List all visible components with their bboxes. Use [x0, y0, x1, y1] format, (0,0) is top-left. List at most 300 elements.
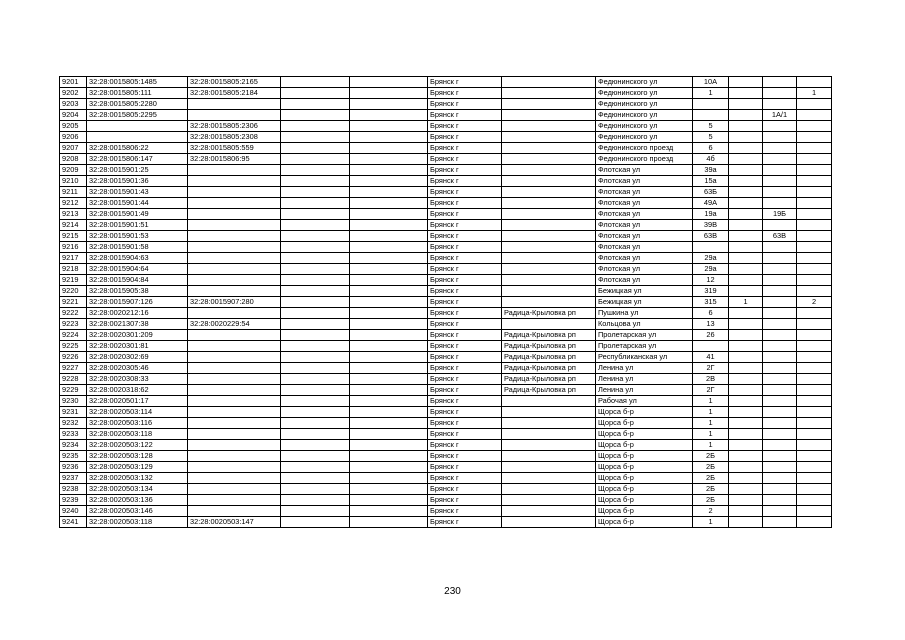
apartment-cell [797, 484, 832, 495]
empty-cell-a [281, 440, 350, 451]
structure-cell [763, 77, 797, 88]
house-number-cell: 2В [693, 374, 729, 385]
related-cadastral-number-cell [188, 374, 281, 385]
building-cell [729, 143, 763, 154]
row-number-cell: 9212 [60, 198, 87, 209]
settlement-cell [502, 451, 596, 462]
apartment-cell [797, 176, 832, 187]
cadastral-number-cell: 32:28:0020503:129 [87, 462, 188, 473]
empty-cell-b [350, 308, 428, 319]
street-cell: Флотская ул [596, 165, 693, 176]
structure-cell [763, 121, 797, 132]
cadastral-number-cell: 32:28:0015904:84 [87, 275, 188, 286]
row-number-cell: 9230 [60, 396, 87, 407]
building-cell [729, 517, 763, 528]
building-cell [729, 341, 763, 352]
settlement-cell [502, 407, 596, 418]
empty-cell-a [281, 110, 350, 121]
related-cadastral-number-cell: 32:28:0015907:280 [188, 297, 281, 308]
empty-cell-a [281, 396, 350, 407]
related-cadastral-number-cell [188, 198, 281, 209]
related-cadastral-number-cell: 32:28:0015805:2308 [188, 132, 281, 143]
street-cell: Пушкина ул [596, 308, 693, 319]
apartment-cell [797, 154, 832, 165]
city-cell: Брянск г [428, 154, 502, 165]
building-cell [729, 286, 763, 297]
street-cell: Федюнинского ул [596, 99, 693, 110]
building-cell [729, 495, 763, 506]
empty-cell-b [350, 396, 428, 407]
empty-cell-a [281, 363, 350, 374]
building-cell [729, 275, 763, 286]
city-cell: Брянск г [428, 286, 502, 297]
empty-cell-b [350, 231, 428, 242]
table-row [60, 297, 832, 308]
row-number-cell: 9202 [60, 88, 87, 99]
cadastral-number-cell: 32:28:0020503:134 [87, 484, 188, 495]
row-number-cell: 9237 [60, 473, 87, 484]
structure-cell [763, 165, 797, 176]
city-cell: Брянск г [428, 506, 502, 517]
settlement-cell: Радица-Крыловка рп [502, 341, 596, 352]
city-cell: Брянск г [428, 319, 502, 330]
apartment-cell [797, 451, 832, 462]
house-number-cell: 2Б [693, 451, 729, 462]
apartment-cell [797, 253, 832, 264]
street-cell: Флотская ул [596, 198, 693, 209]
cadastral-number-cell: 32:28:0015907:126 [87, 297, 188, 308]
house-number-cell: 5 [693, 132, 729, 143]
empty-cell-a [281, 132, 350, 143]
table-row [60, 374, 832, 385]
related-cadastral-number-cell [188, 286, 281, 297]
empty-cell-b [350, 484, 428, 495]
settlement-cell [502, 121, 596, 132]
house-number-cell: 39В [693, 220, 729, 231]
empty-cell-b [350, 209, 428, 220]
empty-cell-a [281, 121, 350, 132]
building-cell [729, 308, 763, 319]
cadastral-number-cell: 32:28:0015805:1485 [87, 77, 188, 88]
empty-cell-b [350, 495, 428, 506]
registry-table-body [60, 77, 832, 528]
structure-cell [763, 143, 797, 154]
street-cell: Щорса б-р [596, 495, 693, 506]
street-cell: Кольцова ул [596, 319, 693, 330]
empty-cell-a [281, 242, 350, 253]
building-cell [729, 187, 763, 198]
settlement-cell [502, 297, 596, 308]
row-number-cell: 9218 [60, 264, 87, 275]
city-cell: Брянск г [428, 264, 502, 275]
table-row [60, 341, 832, 352]
cadastral-number-cell: 32:28:0020212:16 [87, 308, 188, 319]
empty-cell-a [281, 308, 350, 319]
structure-cell: 19Б [763, 209, 797, 220]
table-row [60, 451, 832, 462]
structure-cell [763, 330, 797, 341]
related-cadastral-number-cell [188, 352, 281, 363]
structure-cell [763, 297, 797, 308]
settlement-cell [502, 220, 596, 231]
table-row [60, 319, 832, 330]
empty-cell-a [281, 319, 350, 330]
house-number-cell: 6 [693, 308, 729, 319]
empty-cell-b [350, 429, 428, 440]
building-cell [729, 242, 763, 253]
street-cell: Флотская ул [596, 275, 693, 286]
settlement-cell [502, 88, 596, 99]
empty-cell-a [281, 418, 350, 429]
settlement-cell: Радица-Крыловка рп [502, 352, 596, 363]
apartment-cell [797, 165, 832, 176]
related-cadastral-number-cell: 32:28:0015805:559 [188, 143, 281, 154]
empty-cell-b [350, 264, 428, 275]
row-number-cell: 9233 [60, 429, 87, 440]
cadastral-number-cell: 32:28:0015806:147 [87, 154, 188, 165]
row-number-cell: 9213 [60, 209, 87, 220]
row-number-cell: 9219 [60, 275, 87, 286]
street-cell: Федюнинского проезд [596, 143, 693, 154]
empty-cell-a [281, 165, 350, 176]
street-cell: Флотская ул [596, 242, 693, 253]
apartment-cell [797, 429, 832, 440]
building-cell [729, 352, 763, 363]
building-cell [729, 77, 763, 88]
empty-cell-b [350, 341, 428, 352]
empty-cell-a [281, 187, 350, 198]
empty-cell-b [350, 77, 428, 88]
settlement-cell [502, 484, 596, 495]
city-cell: Брянск г [428, 110, 502, 121]
settlement-cell [502, 495, 596, 506]
street-cell: Щорса б-р [596, 451, 693, 462]
building-cell [729, 407, 763, 418]
related-cadastral-number-cell [188, 495, 281, 506]
building-cell [729, 121, 763, 132]
street-cell: Федюнинского ул [596, 77, 693, 88]
table-row [60, 99, 832, 110]
empty-cell-b [350, 121, 428, 132]
house-number-cell: 1 [693, 407, 729, 418]
city-cell: Брянск г [428, 99, 502, 110]
structure-cell [763, 198, 797, 209]
city-cell: Брянск г [428, 242, 502, 253]
apartment-cell [797, 132, 832, 143]
related-cadastral-number-cell [188, 462, 281, 473]
city-cell: Брянск г [428, 275, 502, 286]
empty-cell-a [281, 286, 350, 297]
apartment-cell [797, 341, 832, 352]
house-number-cell [693, 341, 729, 352]
city-cell: Брянск г [428, 517, 502, 528]
empty-cell-a [281, 462, 350, 473]
structure-cell [763, 187, 797, 198]
settlement-cell: Радица-Крыловка рп [502, 385, 596, 396]
empty-cell-a [281, 154, 350, 165]
empty-cell-b [350, 275, 428, 286]
empty-cell-b [350, 319, 428, 330]
table-row [60, 517, 832, 528]
city-cell: Брянск г [428, 253, 502, 264]
related-cadastral-number-cell [188, 330, 281, 341]
table-row [60, 308, 832, 319]
related-cadastral-number-cell [188, 220, 281, 231]
house-number-cell: 6 [693, 143, 729, 154]
structure-cell [763, 506, 797, 517]
row-number-cell: 9216 [60, 242, 87, 253]
cadastral-number-cell: 32:28:0020308:33 [87, 374, 188, 385]
table-row [60, 209, 832, 220]
house-number-cell: 2Б [693, 473, 729, 484]
empty-cell-b [350, 165, 428, 176]
street-cell: Флотская ул [596, 176, 693, 187]
row-number-cell: 9215 [60, 231, 87, 242]
cadastral-number-cell: 32:28:0015805:2295 [87, 110, 188, 121]
empty-cell-b [350, 110, 428, 121]
structure-cell [763, 308, 797, 319]
building-cell [729, 176, 763, 187]
table-row [60, 352, 832, 363]
house-number-cell: 1 [693, 418, 729, 429]
house-number-cell: 41 [693, 352, 729, 363]
structure-cell [763, 451, 797, 462]
city-cell: Брянск г [428, 462, 502, 473]
street-cell: Рабочая ул [596, 396, 693, 407]
city-cell: Брянск г [428, 451, 502, 462]
street-cell: Щорса б-р [596, 440, 693, 451]
apartment-cell [797, 220, 832, 231]
table-row [60, 220, 832, 231]
city-cell: Брянск г [428, 187, 502, 198]
related-cadastral-number-cell: 32:28:0020229:54 [188, 319, 281, 330]
building-cell [729, 110, 763, 121]
row-number-cell: 9205 [60, 121, 87, 132]
empty-cell-b [350, 242, 428, 253]
settlement-cell: Радица-Крыловка рп [502, 374, 596, 385]
empty-cell-a [281, 198, 350, 209]
apartment-cell [797, 231, 832, 242]
structure-cell [763, 396, 797, 407]
street-cell: Флотская ул [596, 209, 693, 220]
city-cell: Брянск г [428, 440, 502, 451]
building-cell [729, 451, 763, 462]
structure-cell [763, 253, 797, 264]
empty-cell-a [281, 473, 350, 484]
related-cadastral-number-cell [188, 484, 281, 495]
city-cell: Брянск г [428, 363, 502, 374]
table-row [60, 396, 832, 407]
city-cell: Брянск г [428, 396, 502, 407]
related-cadastral-number-cell: 32:28:0015806:95 [188, 154, 281, 165]
row-number-cell: 9229 [60, 385, 87, 396]
table-row [60, 77, 832, 88]
structure-cell [763, 418, 797, 429]
house-number-cell: 2Б [693, 484, 729, 495]
city-cell: Брянск г [428, 220, 502, 231]
structure-cell [763, 462, 797, 473]
house-number-cell: 1 [693, 440, 729, 451]
street-cell: Флотская ул [596, 220, 693, 231]
empty-cell-b [350, 286, 428, 297]
settlement-cell [502, 209, 596, 220]
city-cell: Брянск г [428, 495, 502, 506]
related-cadastral-number-cell [188, 110, 281, 121]
street-cell: Щорса б-р [596, 429, 693, 440]
row-number-cell: 9224 [60, 330, 87, 341]
table-row [60, 187, 832, 198]
apartment-cell: 1 [797, 88, 832, 99]
empty-cell-b [350, 407, 428, 418]
house-number-cell: 4б [693, 154, 729, 165]
house-number-cell: 2Б [693, 462, 729, 473]
structure-cell [763, 473, 797, 484]
related-cadastral-number-cell [188, 473, 281, 484]
settlement-cell [502, 143, 596, 154]
table-row [60, 231, 832, 242]
row-number-cell: 9208 [60, 154, 87, 165]
settlement-cell [502, 264, 596, 275]
building-cell [729, 363, 763, 374]
street-cell: Федюнинского ул [596, 132, 693, 143]
structure-cell [763, 176, 797, 187]
city-cell: Брянск г [428, 132, 502, 143]
row-number-cell: 9239 [60, 495, 87, 506]
apartment-cell [797, 242, 832, 253]
table-row [60, 143, 832, 154]
settlement-cell [502, 396, 596, 407]
table-row [60, 495, 832, 506]
settlement-cell [502, 77, 596, 88]
related-cadastral-number-cell [188, 264, 281, 275]
settlement-cell [502, 132, 596, 143]
settlement-cell [502, 110, 596, 121]
building-cell [729, 374, 763, 385]
related-cadastral-number-cell: 32:28:0015805:2306 [188, 121, 281, 132]
empty-cell-b [350, 363, 428, 374]
table-row [60, 363, 832, 374]
apartment-cell [797, 187, 832, 198]
building-cell [729, 473, 763, 484]
apartment-cell [797, 363, 832, 374]
structure-cell [763, 264, 797, 275]
house-number-cell: 2Б [693, 495, 729, 506]
related-cadastral-number-cell [188, 363, 281, 374]
empty-cell-a [281, 385, 350, 396]
empty-cell-b [350, 187, 428, 198]
settlement-cell [502, 462, 596, 473]
structure-cell [763, 429, 797, 440]
settlement-cell [502, 242, 596, 253]
empty-cell-a [281, 209, 350, 220]
house-number-cell: 2Г [693, 385, 729, 396]
empty-cell-b [350, 99, 428, 110]
city-cell: Брянск г [428, 330, 502, 341]
cadastral-number-cell: 32:28:0020503:114 [87, 407, 188, 418]
cadastral-number-cell: 32:28:0020503:136 [87, 495, 188, 506]
house-number-cell: 10А [693, 77, 729, 88]
settlement-cell [502, 440, 596, 451]
apartment-cell [797, 121, 832, 132]
apartment-cell [797, 286, 832, 297]
house-number-cell: 63Б [693, 187, 729, 198]
settlement-cell: Радица-Крыловка рп [502, 308, 596, 319]
city-cell: Брянск г [428, 176, 502, 187]
empty-cell-b [350, 451, 428, 462]
house-number-cell: 2Г [693, 363, 729, 374]
table-row [60, 429, 832, 440]
apartment-cell [797, 385, 832, 396]
street-cell: Щорса б-р [596, 418, 693, 429]
cadastral-number-cell: 32:28:0020503:146 [87, 506, 188, 517]
apartment-cell [797, 495, 832, 506]
house-number-cell [693, 242, 729, 253]
empty-cell-b [350, 517, 428, 528]
city-cell: Брянск г [428, 352, 502, 363]
cadastral-number-cell: 32:28:0015901:36 [87, 176, 188, 187]
street-cell: Щорса б-р [596, 484, 693, 495]
structure-cell [763, 385, 797, 396]
related-cadastral-number-cell [188, 440, 281, 451]
apartment-cell [797, 374, 832, 385]
related-cadastral-number-cell [188, 396, 281, 407]
structure-cell [763, 132, 797, 143]
table-row [60, 154, 832, 165]
structure-cell [763, 484, 797, 495]
settlement-cell [502, 231, 596, 242]
settlement-cell [502, 165, 596, 176]
structure-cell [763, 286, 797, 297]
related-cadastral-number-cell [188, 187, 281, 198]
street-cell: Ленина ул [596, 385, 693, 396]
apartment-cell: 2 [797, 297, 832, 308]
settlement-cell [502, 154, 596, 165]
building-cell [729, 88, 763, 99]
cadastral-number-cell: 32:28:0020301:81 [87, 341, 188, 352]
apartment-cell [797, 143, 832, 154]
empty-cell-b [350, 132, 428, 143]
cadastral-number-cell: 32:28:0020302:69 [87, 352, 188, 363]
related-cadastral-number-cell [188, 407, 281, 418]
street-cell: Щорса б-р [596, 517, 693, 528]
settlement-cell [502, 506, 596, 517]
house-number-cell: 1 [693, 429, 729, 440]
apartment-cell [797, 99, 832, 110]
empty-cell-a [281, 220, 350, 231]
table-row [60, 110, 832, 121]
house-number-cell: 29а [693, 253, 729, 264]
empty-cell-b [350, 462, 428, 473]
row-number-cell: 9220 [60, 286, 87, 297]
house-number-cell: 315 [693, 297, 729, 308]
row-number-cell: 9225 [60, 341, 87, 352]
structure-cell [763, 440, 797, 451]
related-cadastral-number-cell [188, 341, 281, 352]
street-cell: Флотская ул [596, 231, 693, 242]
apartment-cell [797, 418, 832, 429]
street-cell: Флотская ул [596, 253, 693, 264]
house-number-cell: 319 [693, 286, 729, 297]
apartment-cell [797, 319, 832, 330]
building-cell [729, 198, 763, 209]
row-number-cell: 9227 [60, 363, 87, 374]
table-row [60, 286, 832, 297]
city-cell: Брянск г [428, 429, 502, 440]
settlement-cell [502, 429, 596, 440]
cadastral-number-cell: 32:28:0015806:22 [87, 143, 188, 154]
empty-cell-a [281, 374, 350, 385]
cadastral-number-cell: 32:28:0015901:51 [87, 220, 188, 231]
